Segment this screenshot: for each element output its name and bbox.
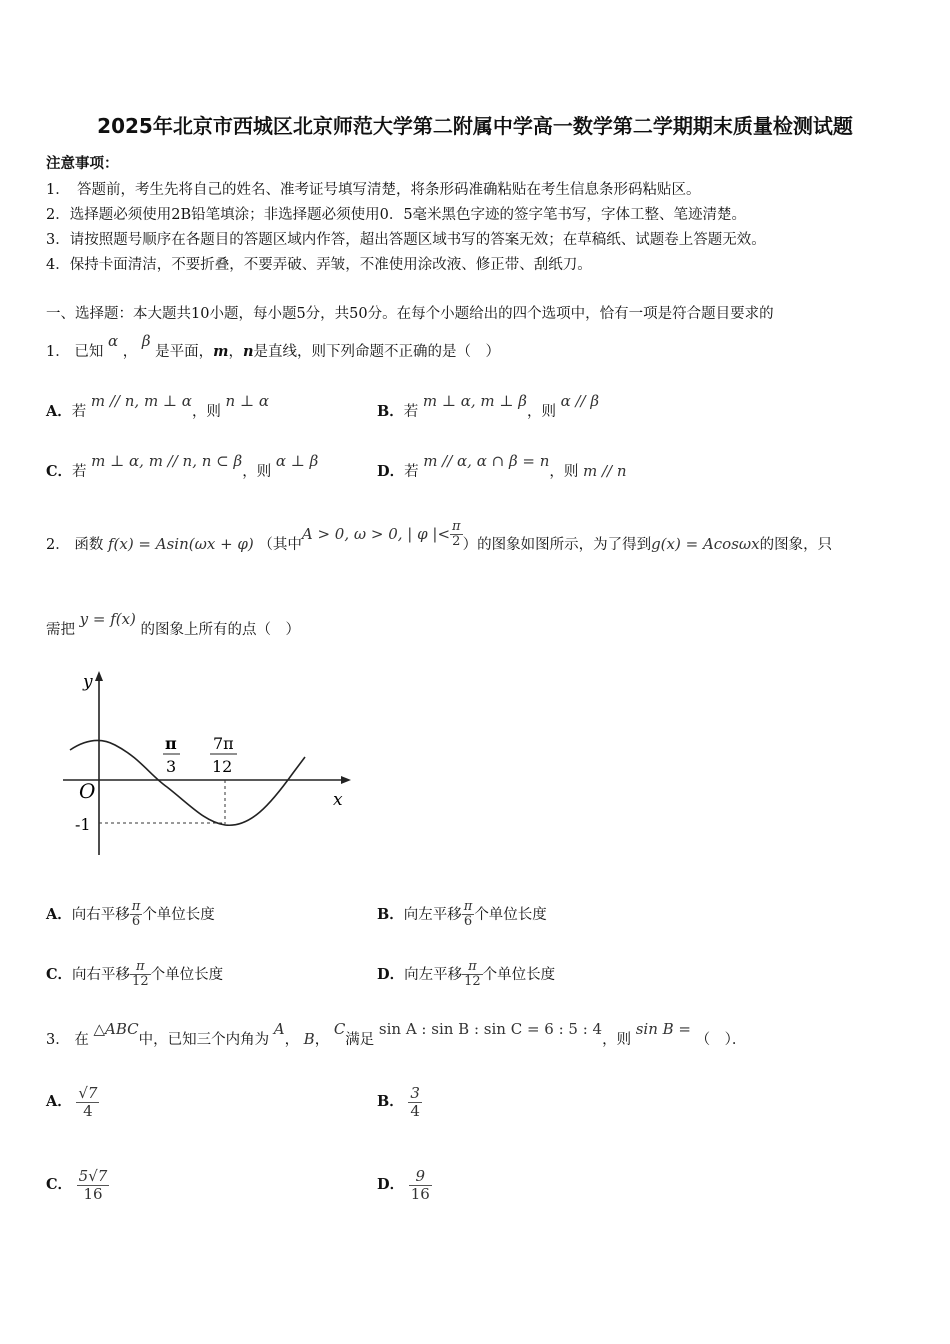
q3-comma-1: ，: [284, 1032, 300, 1048]
q1-alpha: α: [107, 332, 119, 350]
q2-text-2: （其中: [258, 536, 302, 553]
q3-text-5: （ ）．: [695, 1032, 747, 1048]
q2-option-b: [377, 900, 547, 930]
q1-d-res: m // n: [583, 462, 627, 480]
question-2-cont: [46, 610, 301, 639]
q1-n: n: [242, 343, 254, 360]
q2-a-label: A．: [46, 905, 72, 923]
q3-d-den: 16: [410, 1184, 430, 1203]
q3-option-b: [377, 1085, 422, 1119]
q1-option-a: [46, 392, 269, 421]
q2-function: f(x) = Asin(ωx + φ): [107, 534, 254, 553]
q3-c-label: C．: [46, 1176, 73, 1193]
tick-7pi-12-num: 7π: [213, 734, 234, 753]
question-2: [46, 519, 833, 560]
q1-text-7: 是直线，则下列命题不正确的是（ ）: [253, 344, 500, 360]
q1-a-res: n ⊥ α: [225, 392, 269, 410]
tick-pi-3-num: π: [165, 734, 177, 753]
y-axis-label: y: [83, 672, 93, 692]
q3-b-fraction: [408, 1085, 422, 1119]
notice-item-2: 2．选择题必须使用2B铅笔填涂；非选择题必须使用0．5毫米黑色字迹的签字笔书写，字体工整、笔迹清楚。: [46, 207, 747, 223]
q1-c-res: α ⊥ β: [275, 452, 319, 470]
q2-text-5: 需把: [46, 622, 75, 638]
y-axis-arrow: [95, 671, 103, 681]
q2-c-den: 12: [132, 974, 149, 990]
q1-number: 1．: [46, 344, 70, 360]
q3-b-label: B．: [377, 1093, 404, 1110]
q2-c-label: C．: [46, 965, 73, 983]
q1-b-pre: 若: [403, 404, 419, 420]
q1-text-1: 已知: [74, 344, 104, 360]
q2-a-num: π: [131, 899, 141, 914]
q2-option-d: [377, 960, 555, 990]
q2-d-num: π: [462, 960, 483, 975]
q1-d-label: D．: [377, 463, 405, 480]
q2-d-den: 12: [464, 974, 481, 990]
q3-option-a: [46, 1085, 99, 1119]
q2-option-a: [46, 900, 215, 930]
q2-b-post: 个单位长度: [474, 906, 547, 923]
q1-c-label: C．: [46, 463, 73, 480]
q2-c-pre: 向右平移: [72, 966, 131, 983]
q3-triangle: △ABC: [93, 1020, 139, 1038]
q2-a-den: 6: [131, 914, 141, 930]
q1-c-cond: m ⊥ α, m // n, n ⊂ β: [91, 452, 243, 470]
q2-sine-graph: [55, 665, 355, 860]
q1-text-5: ，: [228, 344, 243, 360]
q2-two: 2: [452, 534, 461, 550]
q1-d-mid: ，则: [549, 464, 579, 480]
q2-option-c: [46, 960, 223, 990]
q1-b-res: α // β: [560, 392, 600, 410]
q3-ratio: sin A : sin B : sin C = 6 : 5 : 4: [378, 1020, 603, 1038]
q3-d-label: D．: [377, 1176, 405, 1193]
sine-curve: [70, 740, 305, 825]
q2-text-3: ）的图象如图所示，为了得到: [462, 536, 652, 553]
question-3: [46, 1020, 747, 1049]
q1-a-pre: 若: [71, 404, 87, 420]
q1-option-c: [46, 452, 319, 481]
section-heading: 一、选择题：本大题共10小题，每小题5分，共50分。在每个小题给出的四个选项中，恰有一项是符合题目要求的: [46, 306, 774, 322]
x-axis-arrow: [341, 776, 351, 784]
q3-a-label: A．: [46, 1093, 72, 1110]
q3-text-2: 中，已知三个内角为: [138, 1032, 270, 1048]
q3-c-num: 5√7: [78, 1167, 108, 1185]
q3-a-den: 4: [83, 1101, 93, 1120]
q3-text-3: 满足: [345, 1032, 375, 1048]
q2-b-label: B．: [377, 905, 404, 923]
page-title: 2025年北京市西城区北京师范大学第二附属中学高一数学第二学期期末质量检测试题: [97, 114, 853, 138]
minus-one-label: -1: [75, 815, 91, 834]
q2-b-pre: 向左平移: [403, 906, 462, 923]
q3-c-fraction: [77, 1168, 110, 1202]
q3-c-den: 16: [83, 1184, 103, 1203]
notice-item-1: 1． 答题前，考生先将自己的姓名、准考证号填写清楚，将条形码准确粘贴在考生信息条形码粘贴区。: [46, 182, 701, 198]
x-axis-label: x: [333, 790, 343, 810]
tick-7pi-12-den: 12: [212, 757, 233, 776]
q2-d-label: D．: [377, 965, 405, 983]
q2-text-1: 函数: [74, 536, 104, 553]
q2-number: 2．: [46, 536, 70, 553]
q2-c-post: 个单位长度: [150, 966, 224, 983]
q3-d-fraction: [409, 1168, 432, 1202]
q3-sinb: sin B =: [635, 1020, 692, 1038]
q1-b-cond: m ⊥ α, m ⊥ β: [422, 392, 527, 410]
q3-text-4: ，则: [602, 1032, 632, 1048]
q1-c-pre: 若: [72, 464, 87, 480]
q1-text-3: 是平面，: [155, 344, 214, 360]
q3-b-den: 4: [410, 1101, 420, 1120]
q3-text-1: 在: [74, 1032, 89, 1048]
question-1: [46, 332, 500, 361]
q1-text-2: ，: [122, 344, 138, 360]
q2-text-6: 的图象上所有的点（ ）: [140, 622, 301, 638]
q1-a-label: A．: [46, 403, 72, 420]
q2-d-fraction: [462, 960, 483, 990]
q1-b-mid: ，则: [526, 404, 556, 420]
q3-d-num: 9: [409, 1168, 432, 1186]
q2-c-num: π: [130, 960, 151, 975]
q1-d-pre: 若: [404, 464, 419, 480]
notice-item-4: 4．保持卡面清洁，不要折叠，不要弄破、弄皱，不准使用涂改液、修正带、刮纸刀。: [46, 257, 592, 273]
q3-option-c: [46, 1168, 109, 1202]
q3-a-fraction: [76, 1085, 99, 1119]
q1-d-cond: m // α, α ∩ β = n: [423, 452, 550, 470]
q2-pi: π: [452, 519, 461, 534]
q2-pi-over-2: [450, 520, 463, 550]
q2-a-pre: 向右平移: [71, 906, 130, 923]
tick-pi-3-den: 3: [166, 757, 177, 776]
q3-angle-c: C: [333, 1020, 346, 1038]
q2-b-den: 6: [463, 914, 473, 930]
q2-a-post: 个单位长度: [142, 906, 215, 923]
q2-y-fx: y = f(x): [79, 610, 136, 628]
q2-d-post: 个单位长度: [482, 966, 556, 983]
q3-angle-a: A: [273, 1020, 285, 1038]
notice-heading: 注意事项：: [46, 155, 119, 172]
notice-item-3: 3．请按照题号顺序在各题目的答题区域内作答，超出答题区域书写的答案无效；在草稿纸、试题卷上答题无效。: [46, 232, 766, 248]
q3-angle-b: B: [303, 1030, 315, 1048]
q3-option-d: [377, 1168, 432, 1202]
q3-comma-2: ，: [314, 1032, 330, 1048]
q3-number: 3．: [46, 1032, 70, 1048]
q1-b-label: B．: [377, 403, 404, 420]
q2-text-4: 的图象，只: [759, 536, 833, 553]
q2-c-fraction: [130, 960, 151, 990]
q2-d-pre: 向左平移: [404, 966, 463, 983]
q1-option-d: [377, 452, 627, 481]
q1-beta: β: [141, 332, 151, 350]
q3-b-num: 3: [410, 1084, 420, 1102]
q1-a-mid: ，则: [191, 404, 221, 420]
q2-condition: A > 0, ω > 0, | φ |<: [301, 524, 451, 543]
q1-c-mid: ，则: [242, 464, 272, 480]
q1-m: m: [213, 343, 229, 360]
q2-b-fraction: [462, 900, 475, 930]
q2-b-num: π: [463, 899, 473, 914]
q2-g-function: g(x) = Acosωx: [651, 534, 760, 553]
q2-a-fraction: [130, 900, 143, 930]
q1-option-b: [377, 392, 600, 421]
origin-label: O: [79, 779, 96, 803]
q3-a-num: √7: [78, 1084, 98, 1102]
q1-a-cond: m // n, m ⊥ α: [90, 392, 192, 410]
